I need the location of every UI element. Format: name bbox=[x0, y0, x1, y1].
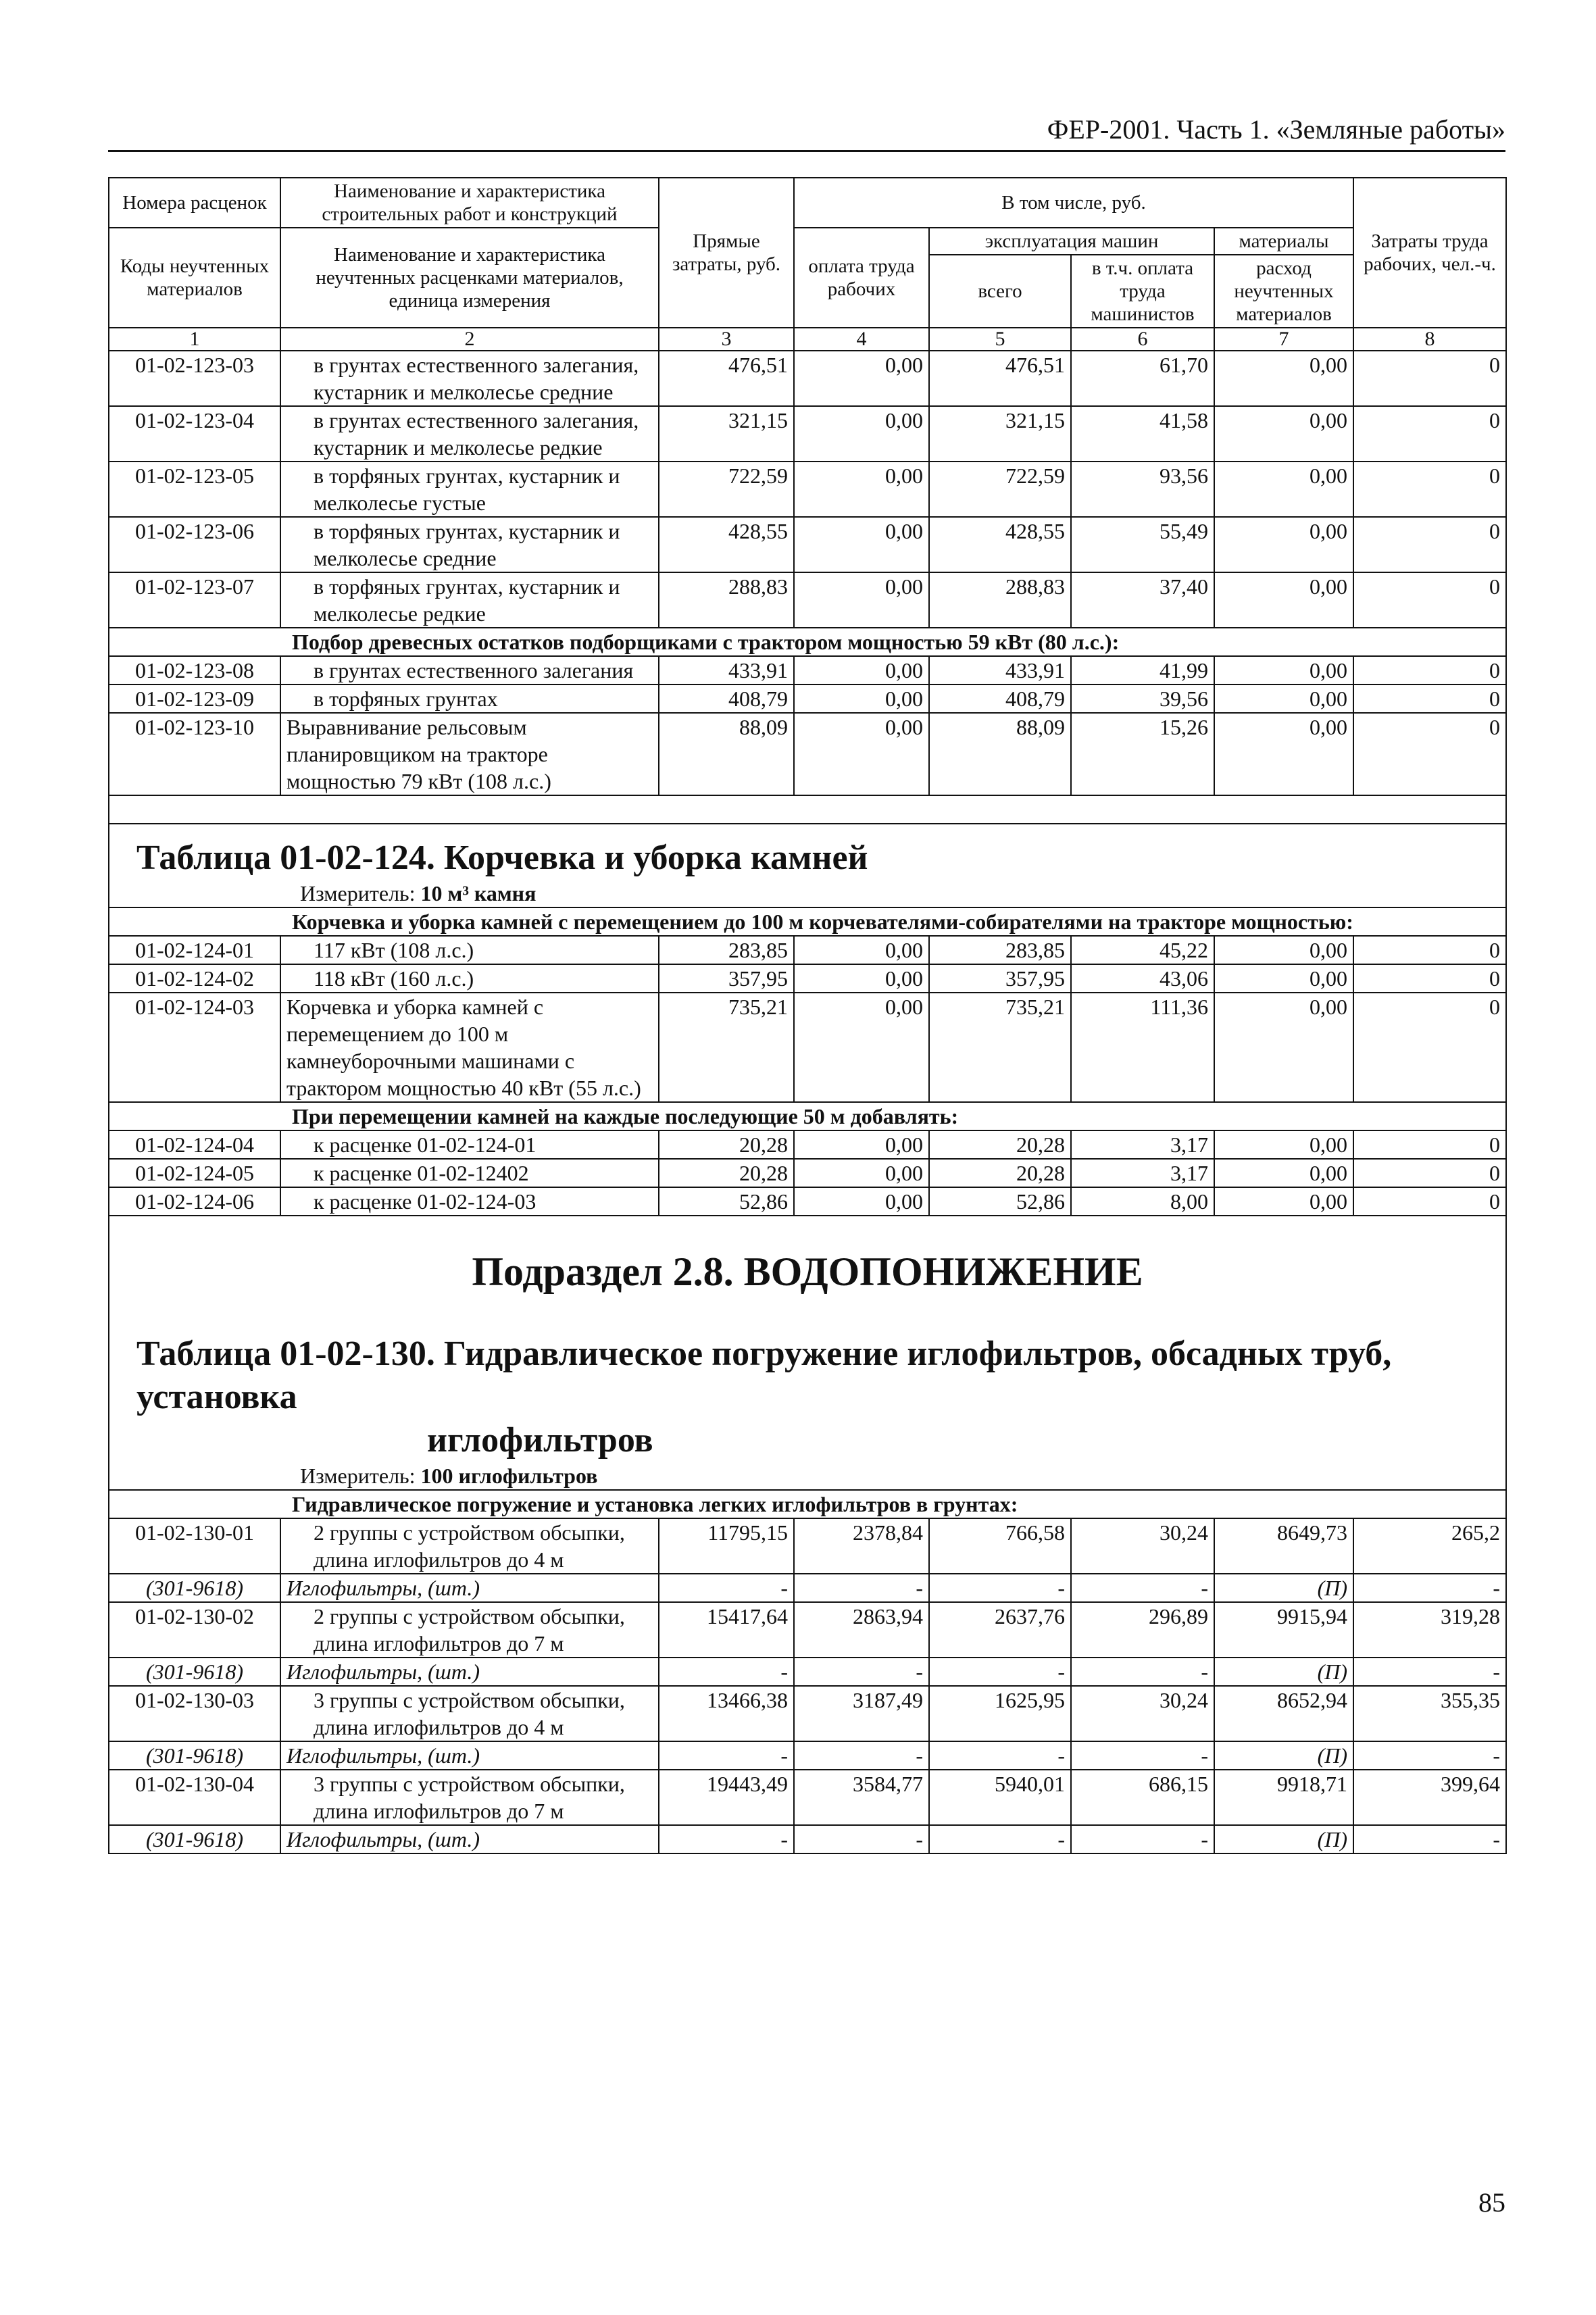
header-codes-bottom: Коды неучтенных материалов bbox=[109, 228, 280, 328]
rate-code: 01-02-123-07 bbox=[109, 572, 280, 628]
materials: 0,00 bbox=[1214, 656, 1353, 684]
page-number: 85 bbox=[1478, 2187, 1505, 2218]
table-row bbox=[109, 406, 1506, 462]
header-materials: материалы bbox=[1214, 228, 1353, 255]
rate-code: 01-02-123-03 bbox=[109, 351, 280, 406]
table-row bbox=[109, 1159, 1506, 1187]
machines-wages: 93,56 bbox=[1071, 462, 1214, 517]
labor-costs: 0 bbox=[1353, 656, 1506, 684]
direct-costs: 13466,38 bbox=[659, 1686, 794, 1741]
table-row bbox=[109, 684, 1506, 713]
direct-costs: 722,59 bbox=[659, 462, 794, 517]
material-value: - bbox=[929, 1574, 1071, 1602]
group-heading-text: Гидравлическое погружение и установка легких иглофильтров в грунтах: bbox=[109, 1490, 1506, 1518]
machines-total: 735,21 bbox=[929, 993, 1071, 1102]
material-value: - bbox=[929, 1741, 1071, 1770]
machines-wages: 37,40 bbox=[1071, 572, 1214, 628]
rate-code: 01-02-124-03 bbox=[109, 993, 280, 1102]
rate-name: в грунтах естественного залегания, кустарник и мелколесье редкие bbox=[280, 406, 659, 462]
labor-costs: 0 bbox=[1353, 1159, 1506, 1187]
direct-costs: 52,86 bbox=[659, 1187, 794, 1216]
rate-code: 01-02-124-02 bbox=[109, 964, 280, 993]
materials: 8652,94 bbox=[1214, 1686, 1353, 1741]
rate-name: в торфяных грунтах, кустарник и мелколесье густые bbox=[280, 462, 659, 517]
table-header bbox=[109, 178, 1506, 351]
machines-total: 20,28 bbox=[929, 1130, 1071, 1159]
rate-name: в торфяных грунтах, кустарник и мелколесье средние bbox=[280, 517, 659, 572]
materials: 0,00 bbox=[1214, 1159, 1353, 1187]
labor-costs: 0 bbox=[1353, 684, 1506, 713]
material-value: - bbox=[794, 1825, 929, 1853]
rate-code: 01-02-123-08 bbox=[109, 656, 280, 684]
rate-name: Выравнивание рельсовым планировщиком на тракторе мощностью 79 кВт (108 л.с.) bbox=[280, 713, 659, 795]
header-machines-wages: в т.ч. оплата труда машинистов bbox=[1071, 255, 1214, 328]
material-value: - bbox=[1353, 1825, 1506, 1853]
material-value: - bbox=[659, 1741, 794, 1770]
rate-name: в грунтах естественного залегания bbox=[280, 656, 659, 684]
table-130-title bbox=[109, 1320, 1506, 1462]
material-row bbox=[109, 1741, 1506, 1770]
machines-total: 52,86 bbox=[929, 1187, 1071, 1216]
direct-costs: 283,85 bbox=[659, 936, 794, 964]
rate-code: 01-02-130-01 bbox=[109, 1518, 280, 1574]
wages: 0,00 bbox=[794, 684, 929, 713]
material-name: Иглофильтры, (шт.) bbox=[280, 1574, 659, 1602]
machines-wages: 8,00 bbox=[1071, 1187, 1214, 1216]
machines-wages: 61,70 bbox=[1071, 351, 1214, 406]
meter-value: 100 иглофильтров bbox=[420, 1464, 598, 1488]
machines-total: 288,83 bbox=[929, 572, 1071, 628]
material-value: - bbox=[1071, 1658, 1214, 1686]
wages: 0,00 bbox=[794, 351, 929, 406]
direct-costs: 428,55 bbox=[659, 517, 794, 572]
wages: 0,00 bbox=[794, 936, 929, 964]
materials: 0,00 bbox=[1214, 462, 1353, 517]
materials: 0,00 bbox=[1214, 406, 1353, 462]
table-row bbox=[109, 656, 1506, 684]
meter-label: Измеритель: bbox=[300, 1464, 416, 1488]
group-heading bbox=[109, 1102, 1506, 1130]
machines-total: 5940,01 bbox=[929, 1770, 1071, 1825]
column-number: 4 bbox=[794, 328, 929, 351]
material-row bbox=[109, 1658, 1506, 1686]
materials: 9915,94 bbox=[1214, 1602, 1353, 1658]
group-heading-text: При перемещении камней на каждые последующие 50 м добавлять: bbox=[109, 1102, 1506, 1130]
table-130-title-line2: иглофильтров bbox=[427, 1421, 653, 1460]
running-header: ФЕР-2001. Часть 1. «Земляные работы» bbox=[1047, 114, 1505, 145]
machines-wages: 3,17 bbox=[1071, 1130, 1214, 1159]
spacer-row bbox=[109, 795, 1506, 824]
direct-costs: 11795,15 bbox=[659, 1518, 794, 1574]
rate-code: 01-02-123-06 bbox=[109, 517, 280, 572]
wages: 0,00 bbox=[794, 964, 929, 993]
group-heading bbox=[109, 628, 1506, 656]
group-heading-text: Подбор древесных остатков подборщиками с трактором мощностью 59 кВт (80 л.с.): bbox=[109, 628, 1506, 656]
labor-costs: 355,35 bbox=[1353, 1686, 1506, 1741]
machines-total: 20,28 bbox=[929, 1159, 1071, 1187]
material-name: Иглофильтры, (шт.) bbox=[280, 1658, 659, 1686]
machines-total: 476,51 bbox=[929, 351, 1071, 406]
machines-wages: 686,15 bbox=[1071, 1770, 1214, 1825]
table-row bbox=[109, 936, 1506, 964]
table-row bbox=[109, 517, 1506, 572]
wages: 3584,77 bbox=[794, 1770, 929, 1825]
machines-wages: 30,24 bbox=[1071, 1686, 1214, 1741]
material-code: (301-9618) bbox=[109, 1825, 280, 1853]
direct-costs: 433,91 bbox=[659, 656, 794, 684]
material-name: Иглофильтры, (шт.) bbox=[280, 1741, 659, 1770]
machines-wages: 296,89 bbox=[1071, 1602, 1214, 1658]
direct-costs: 288,83 bbox=[659, 572, 794, 628]
material-value: - bbox=[1071, 1574, 1214, 1602]
table-row bbox=[109, 572, 1506, 628]
machines-wages: 3,17 bbox=[1071, 1159, 1214, 1187]
rate-name: Корчевка и уборка камней с перемещением до 100 м камнеуборочными машинами с трактором мощностью 40 кВт (55 л.с.) bbox=[280, 993, 659, 1102]
material-value: - bbox=[659, 1825, 794, 1853]
header-names-top: Наименование и характеристика строительных работ и конструкций bbox=[280, 178, 659, 228]
machines-total: 766,58 bbox=[929, 1518, 1071, 1574]
table-row bbox=[109, 964, 1506, 993]
materials: 0,00 bbox=[1214, 517, 1353, 572]
material-code: (301-9618) bbox=[109, 1658, 280, 1686]
column-number: 1 bbox=[109, 328, 280, 351]
column-number: 5 bbox=[929, 328, 1071, 351]
table-row bbox=[109, 1686, 1506, 1741]
labor-costs: 0 bbox=[1353, 462, 1506, 517]
material-value: - bbox=[794, 1574, 929, 1602]
wages: 0,00 bbox=[794, 656, 929, 684]
column-number: 3 bbox=[659, 328, 794, 351]
table-row bbox=[109, 462, 1506, 517]
rate-name: в торфяных грунтах bbox=[280, 684, 659, 713]
table-row bbox=[109, 351, 1506, 406]
rate-code: 01-02-123-09 bbox=[109, 684, 280, 713]
materials: 0,00 bbox=[1214, 351, 1353, 406]
rate-name: 2 группы с устройством обсыпки, длина иглофильтров до 4 м bbox=[280, 1518, 659, 1574]
material-value: - bbox=[794, 1741, 929, 1770]
table-124-title: Таблица 01-02-124. Корчевка и уборка камней bbox=[109, 824, 1506, 880]
column-number: 2 bbox=[280, 328, 659, 351]
subsection-row bbox=[109, 1216, 1506, 1320]
machines-wages: 55,49 bbox=[1071, 517, 1214, 572]
rate-name: 118 кВт (160 л.с.) bbox=[280, 964, 659, 993]
machines-total: 722,59 bbox=[929, 462, 1071, 517]
machines-total: 428,55 bbox=[929, 517, 1071, 572]
table-title-row bbox=[109, 824, 1506, 880]
direct-costs: 15417,64 bbox=[659, 1602, 794, 1658]
material-value: (П) bbox=[1214, 1825, 1353, 1853]
machines-wages: 15,26 bbox=[1071, 713, 1214, 795]
rate-code: 01-02-130-03 bbox=[109, 1686, 280, 1741]
material-value: - bbox=[929, 1825, 1071, 1853]
rate-name: 3 группы с устройством обсыпки, длина иглофильтров до 7 м bbox=[280, 1770, 659, 1825]
material-value: - bbox=[929, 1658, 1071, 1686]
header-codes-top: Номера расценок bbox=[109, 178, 280, 228]
labor-costs: 0 bbox=[1353, 351, 1506, 406]
rate-code: 01-02-130-04 bbox=[109, 1770, 280, 1825]
header-machines: эксплуатация машин bbox=[929, 228, 1214, 255]
table-124-meter bbox=[109, 880, 1506, 907]
material-value: - bbox=[1071, 1741, 1214, 1770]
materials: 0,00 bbox=[1214, 993, 1353, 1102]
header-direct-costs: Прямые затраты, руб. bbox=[659, 178, 794, 328]
machines-total: 321,15 bbox=[929, 406, 1071, 462]
meter-row bbox=[109, 1462, 1506, 1490]
rate-name: к расценке 01-02-124-03 bbox=[280, 1187, 659, 1216]
table-130-meter bbox=[109, 1462, 1506, 1490]
group-heading bbox=[109, 907, 1506, 936]
machines-total: 88,09 bbox=[929, 713, 1071, 795]
materials: 0,00 bbox=[1214, 572, 1353, 628]
machines-wages: 45,22 bbox=[1071, 936, 1214, 964]
machines-total: 408,79 bbox=[929, 684, 1071, 713]
wages: 0,00 bbox=[794, 1187, 929, 1216]
materials: 0,00 bbox=[1214, 936, 1353, 964]
machines-wages: 43,06 bbox=[1071, 964, 1214, 993]
materials: 0,00 bbox=[1214, 1130, 1353, 1159]
meter-label: Измеритель: bbox=[300, 881, 416, 905]
meter-value: 10 м³ камня bbox=[420, 881, 537, 905]
machines-wages: 41,58 bbox=[1071, 406, 1214, 462]
table-row bbox=[109, 1518, 1506, 1574]
table-row bbox=[109, 1770, 1506, 1825]
rate-code: 01-02-124-06 bbox=[109, 1187, 280, 1216]
direct-costs: 408,79 bbox=[659, 684, 794, 713]
header-machines-total: всего bbox=[929, 255, 1071, 328]
labor-costs: 0 bbox=[1353, 936, 1506, 964]
labor-costs: 265,2 bbox=[1353, 1518, 1506, 1574]
wages: 0,00 bbox=[794, 572, 929, 628]
rate-name: к расценке 01-02-12402 bbox=[280, 1159, 659, 1187]
direct-costs: 357,95 bbox=[659, 964, 794, 993]
group-heading bbox=[109, 1490, 1506, 1518]
table-row bbox=[109, 1130, 1506, 1159]
material-value: - bbox=[1353, 1741, 1506, 1770]
materials: 8649,73 bbox=[1214, 1518, 1353, 1574]
material-code: (301-9618) bbox=[109, 1741, 280, 1770]
header-column-numbers bbox=[109, 328, 1506, 351]
labor-costs: 399,64 bbox=[1353, 1770, 1506, 1825]
wages: 0,00 bbox=[794, 713, 929, 795]
labor-costs: 0 bbox=[1353, 1130, 1506, 1159]
column-number: 7 bbox=[1214, 328, 1353, 351]
table-title-row bbox=[109, 1320, 1506, 1462]
material-value: (П) bbox=[1214, 1658, 1353, 1686]
table-130-title-line1: Таблица 01-02-130. Гидравлическое погружение иглофильтров, обсадных труб, установка bbox=[136, 1335, 1392, 1416]
material-code: (301-9618) bbox=[109, 1574, 280, 1602]
column-number: 8 bbox=[1353, 328, 1506, 351]
wages: 2378,84 bbox=[794, 1518, 929, 1574]
materials: 0,00 bbox=[1214, 1187, 1353, 1216]
direct-costs: 735,21 bbox=[659, 993, 794, 1102]
machines-wages: 39,56 bbox=[1071, 684, 1214, 713]
table-row bbox=[109, 1187, 1506, 1216]
machines-wages: 41,99 bbox=[1071, 656, 1214, 684]
materials: 9918,71 bbox=[1214, 1770, 1353, 1825]
material-value: (П) bbox=[1214, 1574, 1353, 1602]
wages: 0,00 bbox=[794, 406, 929, 462]
machines-total: 357,95 bbox=[929, 964, 1071, 993]
header-including: В том числе, руб. bbox=[794, 178, 1353, 228]
rates-table bbox=[108, 177, 1507, 1854]
header-rule bbox=[108, 150, 1505, 152]
rate-code: 01-02-123-04 bbox=[109, 406, 280, 462]
wages: 0,00 bbox=[794, 462, 929, 517]
header-wages: оплата труда рабочих bbox=[794, 228, 929, 328]
column-number: 6 bbox=[1071, 328, 1214, 351]
direct-costs: 88,09 bbox=[659, 713, 794, 795]
rate-code: 01-02-124-01 bbox=[109, 936, 280, 964]
wages: 0,00 bbox=[794, 1130, 929, 1159]
rate-name: в торфяных грунтах, кустарник и мелколесье редкие bbox=[280, 572, 659, 628]
material-value: - bbox=[1353, 1574, 1506, 1602]
machines-total: 283,85 bbox=[929, 936, 1071, 964]
material-row bbox=[109, 1825, 1506, 1853]
rate-code: 01-02-123-05 bbox=[109, 462, 280, 517]
labor-costs: 0 bbox=[1353, 517, 1506, 572]
materials: 0,00 bbox=[1214, 684, 1353, 713]
header-materials-sub: расход неучтенных материалов bbox=[1214, 255, 1353, 328]
rates-table-container bbox=[108, 177, 1505, 1854]
table-row bbox=[109, 993, 1506, 1102]
table-row bbox=[109, 713, 1506, 795]
material-value: - bbox=[1353, 1658, 1506, 1686]
meter-row bbox=[109, 880, 1506, 907]
table-row bbox=[109, 1602, 1506, 1658]
rate-code: 01-02-124-05 bbox=[109, 1159, 280, 1187]
subsection-title: Подраздел 2.8. ВОДОПОНИЖЕНИЕ bbox=[109, 1216, 1506, 1320]
machines-wages: 30,24 bbox=[1071, 1518, 1214, 1574]
labor-costs: 0 bbox=[1353, 1187, 1506, 1216]
rate-name: 2 группы с устройством обсыпки, длина иглофильтров до 7 м bbox=[280, 1602, 659, 1658]
material-value: - bbox=[659, 1658, 794, 1686]
rate-code: 01-02-130-02 bbox=[109, 1602, 280, 1658]
table-body bbox=[109, 351, 1506, 1853]
group-heading-text: Корчевка и уборка камней с перемещением до 100 м корчевателями-собирателями на тракторе мощностью: bbox=[109, 907, 1506, 936]
labor-costs: 0 bbox=[1353, 406, 1506, 462]
wages: 0,00 bbox=[794, 517, 929, 572]
machines-wages: 111,36 bbox=[1071, 993, 1214, 1102]
machines-total: 2637,76 bbox=[929, 1602, 1071, 1658]
wages: 0,00 bbox=[794, 1159, 929, 1187]
labor-costs: 0 bbox=[1353, 572, 1506, 628]
material-value: - bbox=[794, 1658, 929, 1686]
material-value: (П) bbox=[1214, 1741, 1353, 1770]
wages: 2863,94 bbox=[794, 1602, 929, 1658]
direct-costs: 321,15 bbox=[659, 406, 794, 462]
direct-costs: 476,51 bbox=[659, 351, 794, 406]
materials: 0,00 bbox=[1214, 964, 1353, 993]
labor-costs: 0 bbox=[1353, 713, 1506, 795]
materials: 0,00 bbox=[1214, 713, 1353, 795]
labor-costs: 0 bbox=[1353, 993, 1506, 1102]
rate-name: 117 кВт (108 л.с.) bbox=[280, 936, 659, 964]
machines-total: 433,91 bbox=[929, 656, 1071, 684]
rate-name: в грунтах естественного залегания, кустарник и мелколесье средние bbox=[280, 351, 659, 406]
labor-costs: 319,28 bbox=[1353, 1602, 1506, 1658]
direct-costs: 19443,49 bbox=[659, 1770, 794, 1825]
rate-code: 01-02-123-10 bbox=[109, 713, 280, 795]
material-name: Иглофильтры, (шт.) bbox=[280, 1825, 659, 1853]
labor-costs: 0 bbox=[1353, 964, 1506, 993]
direct-costs: 20,28 bbox=[659, 1159, 794, 1187]
wages: 0,00 bbox=[794, 993, 929, 1102]
header-names-bottom: Наименование и характеристика неучтенных расценками материалов, единица измерения bbox=[280, 228, 659, 328]
material-value: - bbox=[659, 1574, 794, 1602]
machines-total: 1625,95 bbox=[929, 1686, 1071, 1741]
rate-code: 01-02-124-04 bbox=[109, 1130, 280, 1159]
direct-costs: 20,28 bbox=[659, 1130, 794, 1159]
wages: 3187,49 bbox=[794, 1686, 929, 1741]
rate-name: 3 группы с устройством обсыпки, длина иглофильтров до 4 м bbox=[280, 1686, 659, 1741]
material-row bbox=[109, 1574, 1506, 1602]
rate-name: к расценке 01-02-124-01 bbox=[280, 1130, 659, 1159]
material-value: - bbox=[1071, 1825, 1214, 1853]
header-labor-costs: Затраты труда рабочих, чел.-ч. bbox=[1353, 178, 1506, 328]
